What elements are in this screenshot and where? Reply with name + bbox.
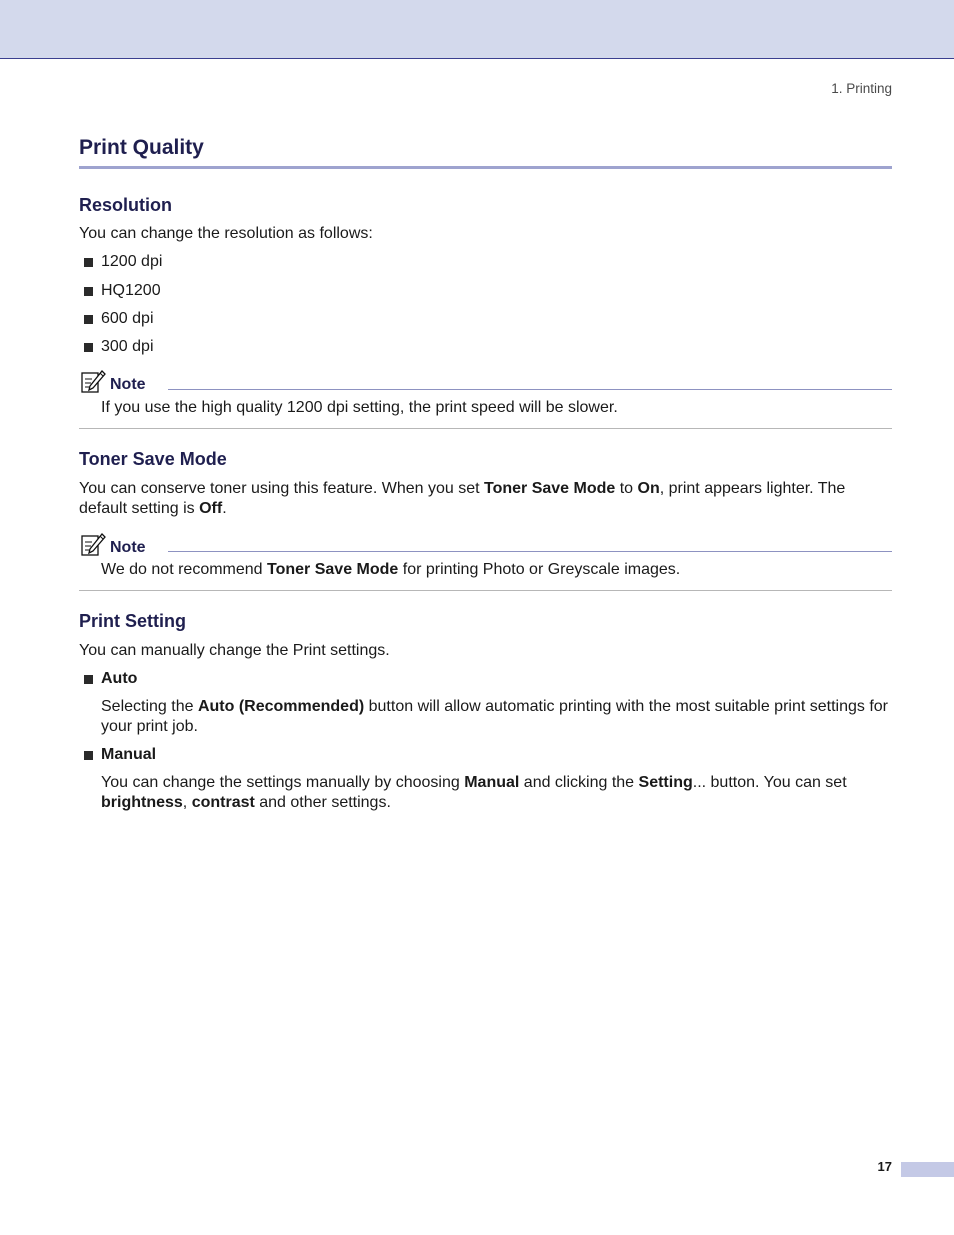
square-bullet-icon bbox=[84, 258, 93, 267]
auto-description: Selecting the Auto (Recommended) button will allow automatic printing with the most suitable print settings for your print job. bbox=[101, 698, 888, 735]
list-item: Manual bbox=[84, 745, 156, 765]
square-bullet-icon bbox=[84, 751, 93, 760]
list-item: HQ1200 bbox=[84, 281, 161, 301]
note-rule bbox=[168, 389, 892, 390]
square-bullet-icon bbox=[84, 343, 93, 352]
print-setting-heading: Print Setting bbox=[79, 611, 186, 631]
header-band bbox=[0, 0, 954, 59]
resolution-heading: Resolution bbox=[79, 195, 172, 215]
note-header bbox=[80, 370, 146, 394]
note-end-rule bbox=[79, 428, 892, 429]
note-pencil-icon bbox=[80, 370, 106, 394]
note-label: Note bbox=[110, 376, 146, 393]
note-pencil-icon bbox=[80, 533, 106, 557]
note-end-rule bbox=[79, 590, 892, 591]
page-title: Print Quality bbox=[79, 136, 204, 159]
note-header bbox=[80, 533, 146, 557]
square-bullet-icon bbox=[84, 287, 93, 296]
square-bullet-icon bbox=[84, 675, 93, 684]
note-text: If you use the high quality 1200 dpi setting, the print speed will be slower. bbox=[101, 399, 618, 416]
list-item: Auto bbox=[84, 669, 137, 689]
print-setting-intro: You can manually change the Print settings. bbox=[79, 642, 390, 659]
note-label: Note bbox=[110, 539, 146, 556]
square-bullet-icon bbox=[84, 315, 93, 324]
note-text: We do not recommend Toner Save Mode for printing Photo or Greyscale images. bbox=[101, 561, 681, 578]
toner-paragraph: You can conserve toner using this feature. When you set Toner Save Mode to On, print appears lighter. The default setting is Off. bbox=[79, 480, 846, 517]
chapter-label: 1. Printing bbox=[831, 81, 892, 96]
page-tab bbox=[901, 1162, 954, 1177]
toner-heading: Toner Save Mode bbox=[79, 449, 227, 469]
resolution-intro: You can change the resolution as follows: bbox=[79, 225, 373, 242]
list-item: 600 dpi bbox=[84, 309, 154, 329]
list-item: 1200 dpi bbox=[84, 252, 162, 272]
page-number: 17 bbox=[877, 1159, 892, 1174]
manual-description: You can change the settings manually by choosing Manual and clicking the Setting... button. You can set brightness, contrast and other settings. bbox=[101, 774, 847, 811]
list-item: 300 dpi bbox=[84, 337, 154, 357]
note-rule bbox=[168, 551, 892, 552]
title-rule bbox=[79, 166, 892, 169]
